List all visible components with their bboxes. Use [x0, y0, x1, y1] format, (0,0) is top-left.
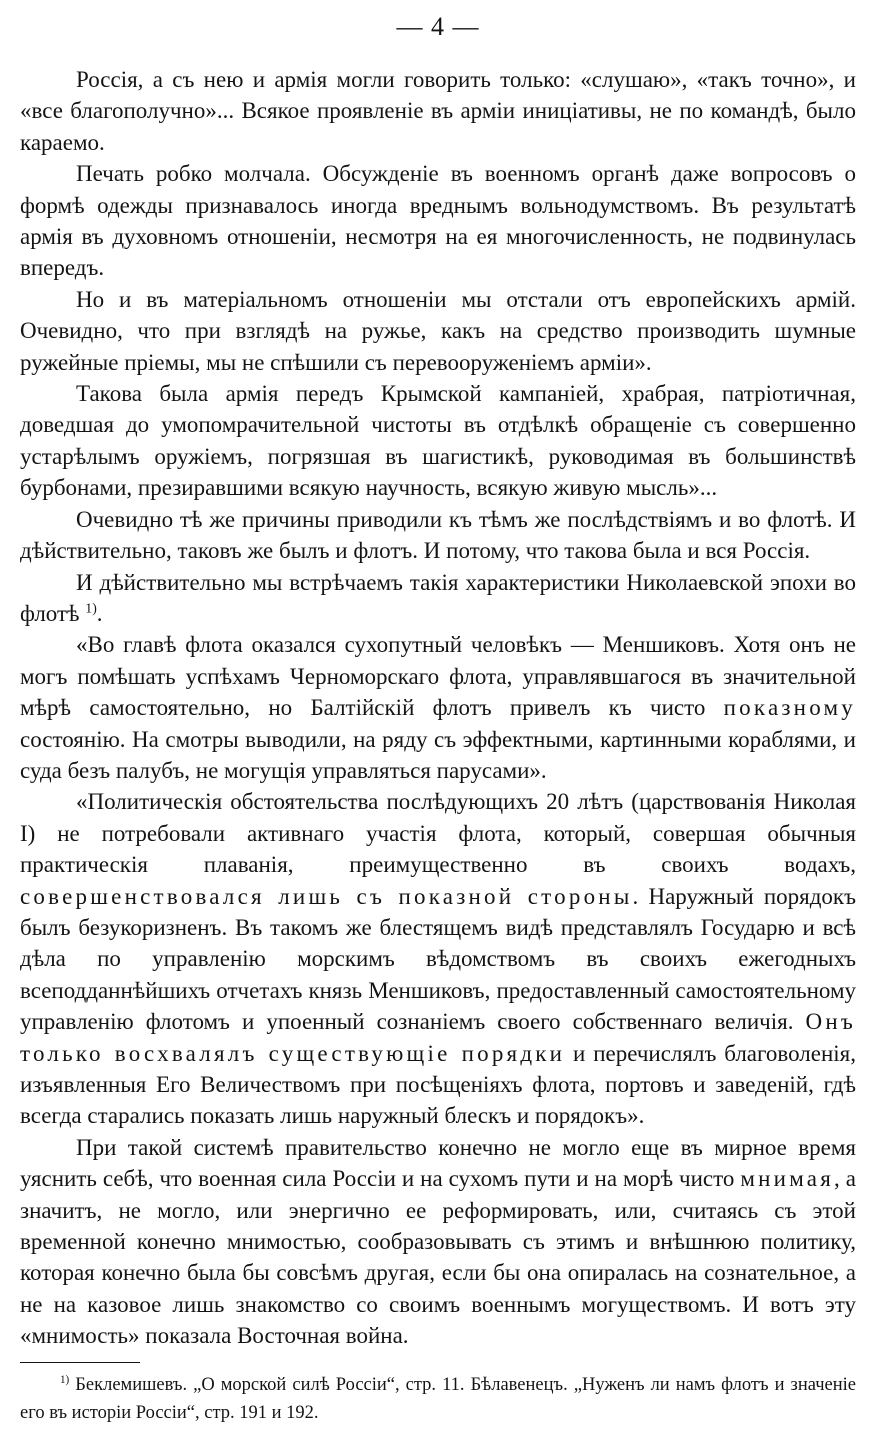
footnote-reference: 1) [85, 600, 97, 616]
paragraph-5 [20, 504, 856, 567]
paragraph-text: При такой системѣ правительство конечно не могло еще въ мирное время уяснить себѣ, что военная сила Россіи и на сухомъ пути и на морѣ чисто [20, 1134, 856, 1192]
paragraph-text: . [96, 600, 103, 626]
paragraph-2 [20, 158, 856, 284]
emphasis-spaced: мнимая [740, 1166, 835, 1192]
paragraph-1 [20, 64, 856, 158]
paragraph-8 [20, 786, 856, 1131]
paragraph-text: Но и въ матеріальномъ отношеніи мы отстали отъ европейскихъ армій. Очевидно, что при взглядѣ на ружье, какъ на средство производить шумные ружейные пріемы, мы не спѣшили съ перевооруженіемъ арміи». [20, 286, 856, 375]
emphasis-spaced: Онъ только восхвалялъ существующіе порядки [20, 1009, 856, 1066]
emphasis-spaced: показному [723, 695, 856, 721]
paragraph-6 [20, 567, 856, 630]
paragraph-9 [20, 1132, 856, 1352]
paragraph-text: И дѣйствительно мы встрѣчаемъ такія характеристики Николаевской эпохи во флотѣ [20, 569, 856, 626]
paragraph-text: Очевидно тѣ же причины приводили къ тѣмъ же послѣдствіямъ и во флотѣ. И дѣйствительно, таковъ же былъ и флотъ. И потому, что такова была и вся Россія. [20, 506, 856, 564]
footnote-marker: 1) [60, 1373, 70, 1386]
paragraph-text: «Политическія обстоятельства послѣдующихъ 20 лѣтъ (царствованія Николая I) не потребовали активнаго участія флота, который, совершая обычныя практическія плаванія, преимущественно въ своихъ водахъ, [20, 789, 856, 878]
emphasis-spaced: совершенствовался лишь съ показной стороны [20, 883, 633, 909]
main-text [20, 64, 856, 1352]
paragraph-text: , а значитъ, не могло, или энергично ее реформировать, или, считаясь съ этой временной конечно мнимостью, сообразовывать съ этимъ и внѣшнюю политику, которая конечно была бы совсѣмъ другая, если бы она опиралась на сознательное, а не на казовое лишь знакомство со своимъ военнымъ могуществомъ. И вотъ эту «мнимость» показала Восточная война. [20, 1166, 856, 1349]
paragraph-text: . Наружный порядокъ былъ безукоризненъ. Въ такомъ же блестящемъ видѣ представлялъ Государю и всѣ дѣла по управленію морскимъ вѣдомствомъ въ своихъ ежегодныхъ всеподданнѣйшихъ отчетахъ князь Меншиковъ, предоставленный самостоятельному управленію флотомъ и упоенный сознаніемъ своего собственнаго величія. [20, 883, 856, 1035]
paragraph-4 [20, 378, 856, 504]
page-number: — 4 — [396, 12, 480, 41]
paragraph-text: Печать робко молчала. Обсужденіе въ военномъ органѣ даже вопросовъ о формѣ одежды признавалось иногда вреднымъ вольнодумствомъ. Въ результатѣ армія въ духовномъ отношеніи, несмотря на ея многочисленность, не подвинулась впередъ. [20, 161, 856, 281]
paragraph-3 [20, 284, 856, 378]
footnote [20, 1371, 856, 1427]
paragraph-text: состоянію. На смотры выводили, на ряду съ эффектными, картинными кораблями, и суда безъ палубъ, не могущія управляться парусами». [20, 726, 856, 783]
paragraph-text: и перечислялъ благоволенія, изъявленныя Его Величествомъ при посѣщеніяхъ флота, портовъ и заведеній, гдѣ всегда старались показать лишь наружный блескъ и порядокъ». [20, 1040, 856, 1129]
paragraph-text: Такова была армія передъ Крымской кампаніей, храбрая, патріотичная, доведшая до умопомрачительной чистоты въ отдѣлкѣ обращеніе съ совершенно устарѣлымъ оружіемъ, погрязшая въ шагистикѣ, руководимая въ большинствѣ бурбонами, презиравшими всякую научность, всякую живую мысль»... [20, 381, 856, 501]
paragraph-text: «Во главѣ флота оказался сухопутный человѣкъ — Меншиковъ. Хотя онъ не могъ помѣшать успѣхамъ Черноморскаго флота, управлявшагося въ значительной мѣрѣ самостоятельно, но Балтійскій флотъ привелъ къ чисто [20, 632, 856, 721]
footnote-separator [20, 1362, 140, 1363]
paragraph-text: Россія, а съ нею и армія могли говорить только: «слушаю», «такъ точно», и «все благополучно»... Всякое проявленіе въ арміи иниціативы, не по командѣ, было караемо. [20, 67, 856, 155]
footnote-text: Беклемишевъ. „О морской силѣ Россіи“, стр. 11. Бѣлавенецъ. „Нуженъ ли намъ флотъ и значеніе его въ исторіи Россіи“, стр. 191 и 192. [20, 1374, 856, 1423]
paragraph-7 [20, 629, 856, 786]
